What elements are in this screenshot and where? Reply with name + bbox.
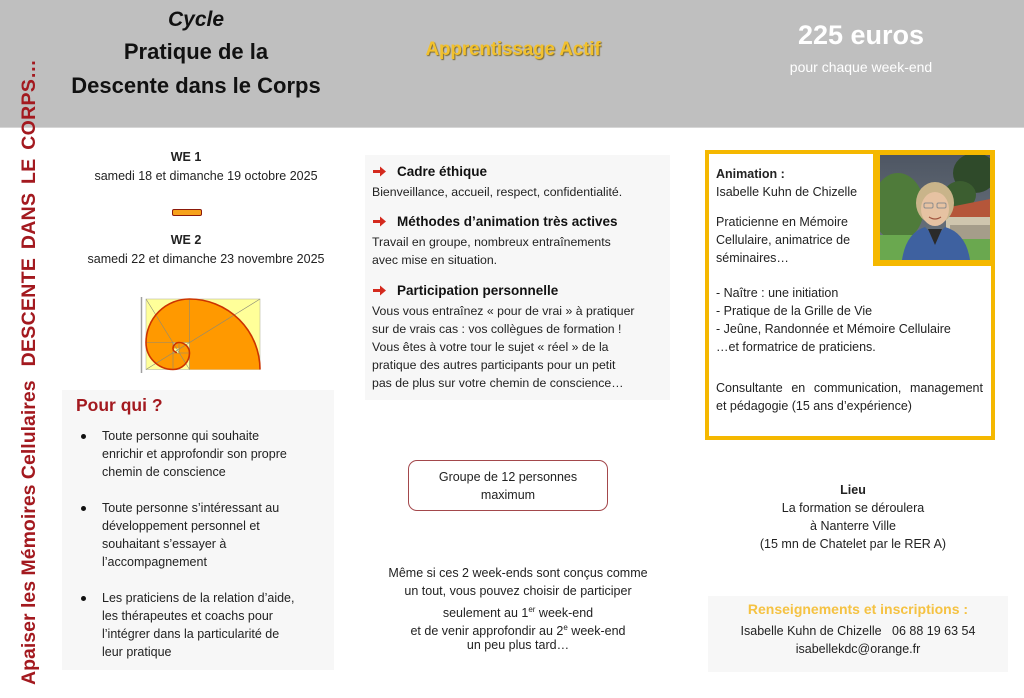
- audience-item-3-line: l’intégrer dans la particularité de: [102, 627, 280, 641]
- audience-item-3-line: leur pratique: [102, 645, 172, 659]
- feature-text: Vous vous entraînez « pour de vrai » à pratiquer: [372, 304, 635, 318]
- contact-phone: 06 88 19 63 54: [892, 624, 976, 638]
- group-size-line: Groupe de 12 personnes: [438, 470, 578, 484]
- bullet-icon: [81, 506, 86, 511]
- venue-line: La formation se déroulera: [781, 501, 925, 515]
- price: 225 euros: [797, 20, 925, 50]
- we2-label: WE 2: [170, 233, 202, 247]
- arrow-right-icon: [373, 216, 386, 227]
- animator-program: - Naître : une initiation: [716, 286, 839, 300]
- animator-consulting-line: et pédagogie (15 ans d’expérience): [716, 399, 912, 413]
- note-line: un peu plus tard…: [466, 638, 570, 652]
- note-superscript: er: [528, 605, 536, 614]
- audience-item-1-line: enrichir et approfondir son propre: [102, 447, 287, 461]
- note-text: week-end: [567, 624, 626, 638]
- note-superscript: e: [563, 623, 568, 632]
- audience-title: Pour qui ?: [76, 395, 163, 415]
- audience-item-1-line: Toute personne qui souhaite: [102, 429, 260, 443]
- feature-heading-participation: [373, 283, 558, 298]
- feature-text: avec mise en situation.: [372, 253, 498, 267]
- audience-item-1-line: chemin de conscience: [102, 465, 226, 479]
- feature-title: Cadre éthique: [397, 164, 488, 179]
- animator-intro-line: Praticienne en Mémoire: [716, 215, 849, 229]
- we2-dates: samedi 22 et dimanche 23 novembre 2025: [87, 252, 325, 266]
- contact-name-phone: [708, 622, 1008, 640]
- feature-heading-ethics: [373, 164, 487, 179]
- group-size-box: [408, 460, 608, 511]
- audience-item-3-line: les thérapeutes et coachs pour: [102, 609, 273, 623]
- portrait-photo: [880, 155, 990, 260]
- audience-item-2-line: souhaitant s’essayer à: [102, 537, 227, 551]
- contact-email: isabellekdc@orange.fr: [795, 642, 921, 656]
- we1-label: WE 1: [170, 150, 202, 164]
- group-size-line: maximum: [480, 488, 536, 502]
- animator-intro-line: séminaires…: [716, 251, 789, 265]
- feature-text: pratique des autres participants pour un petit: [372, 358, 616, 372]
- arrow-right-icon: [373, 166, 386, 177]
- bullet-icon: [81, 596, 86, 601]
- separator-bar-icon: [172, 209, 202, 216]
- venue-line: à Nanterre Ville: [810, 519, 896, 533]
- feature-heading-methods: [373, 214, 618, 229]
- feature-text: pas de plus sur votre chemin de conscience…: [372, 376, 624, 390]
- arrow-right-icon: [373, 285, 386, 296]
- feature-title: Participation personnelle: [397, 283, 559, 298]
- contact-name: Isabelle Kuhn de Chizelle: [740, 624, 882, 638]
- note-text: et de venir approfondir au 2: [410, 624, 564, 638]
- page-title-line-2: Descente dans le Corps: [71, 73, 321, 98]
- vertical-side-banner: [0, 0, 58, 698]
- audience-item-2-line: Toute personne s’intéressant au: [102, 501, 280, 515]
- side-banner-caps: DESCENTE DANS LE CORPS…: [17, 59, 40, 367]
- contact-title: Renseignements et inscriptions :: [747, 601, 969, 617]
- cycle-label: Cycle: [167, 8, 225, 31]
- note-line: un tout, vous pouvez choisir de participer: [404, 584, 632, 598]
- animator-label: Animation :: [716, 167, 785, 181]
- feature-text: Bienveillance, accueil, respect, confidentialité.: [372, 185, 623, 199]
- note-text: seulement au 1: [442, 606, 529, 620]
- animator-intro-line: Cellulaire, animatrice de: [716, 233, 851, 247]
- audience-item-2-line: l’accompagnement: [102, 555, 207, 569]
- bullet-icon: [81, 434, 86, 439]
- audience-item-3-line: Les praticiens de la relation d’aide,: [102, 591, 295, 605]
- we1-dates: samedi 18 et dimanche 19 octobre 2025: [94, 169, 318, 183]
- venue-line: (15 mn de Chatelet par le RER A): [759, 537, 947, 551]
- side-banner-main: Apaiser les Mémoires Cellulaires: [17, 380, 40, 685]
- venue-title: Lieu: [840, 483, 866, 497]
- feature-text: sur de vrais cas : vos collègues de formation !: [372, 322, 622, 336]
- animator-program: …et formatrice de praticiens.: [716, 340, 876, 354]
- note-line: Même si ces 2 week-ends sont conçus comme: [388, 566, 648, 580]
- audience-item-2-line: développement personnel et: [102, 519, 260, 533]
- note-text: week-end: [535, 606, 594, 620]
- animator-name: Isabelle Kuhn de Chizelle: [716, 185, 858, 199]
- feature-text: Travail en groupe, nombreux entraînements: [372, 235, 611, 249]
- feature-title: Méthodes d’animation très actives: [397, 214, 618, 229]
- price-note: pour chaque week-end: [789, 59, 933, 75]
- golden-spiral-icon: [140, 297, 262, 373]
- tagline: Apprentissage Actif: [425, 39, 601, 60]
- animator-consulting-line: Consultante en communication, management: [716, 381, 983, 395]
- animator-program: - Jeûne, Randonnée et Mémoire Cellulaire: [716, 322, 951, 336]
- animator-program: - Pratique de la Grille de Vie: [716, 304, 873, 318]
- page-title-line-1: Pratique de la: [123, 39, 269, 64]
- feature-text: Vous êtes à votre tour le sujet « réel » de la: [372, 340, 609, 354]
